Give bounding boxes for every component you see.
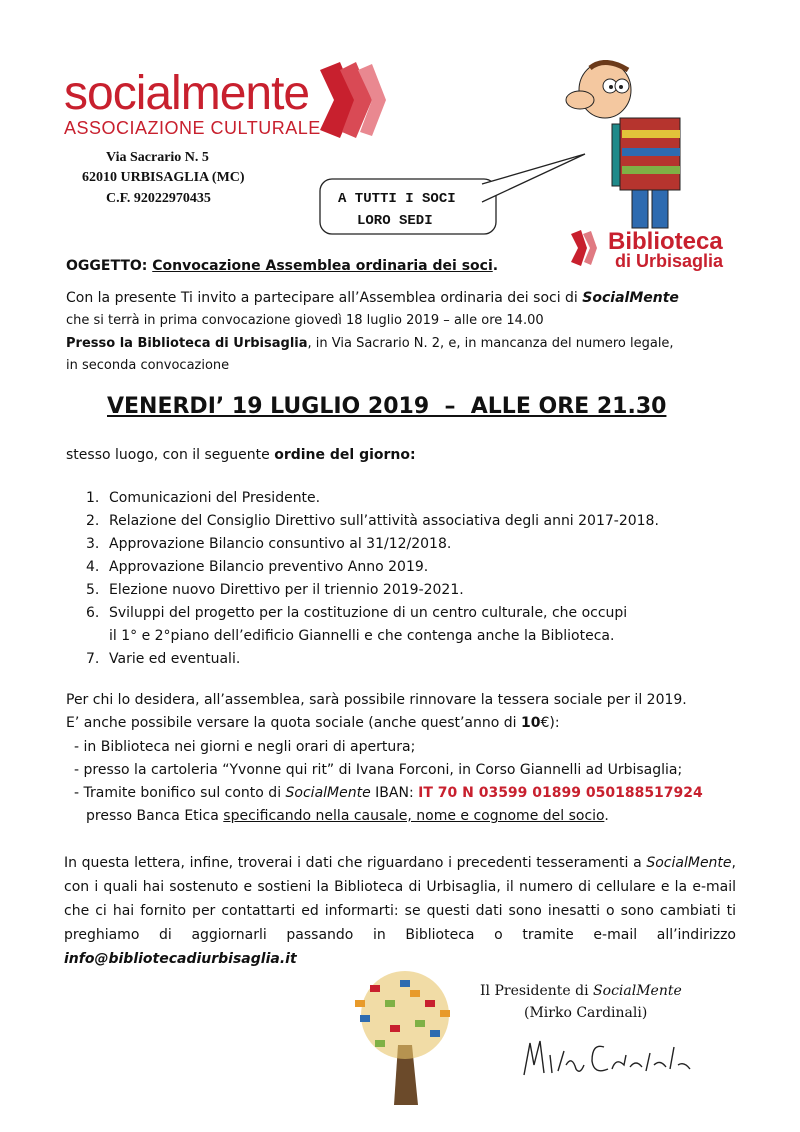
book-tree-illustration [330, 965, 480, 1110]
association-name: SocialMente [285, 785, 371, 801]
bubble-line-2: LORO SEDI [357, 213, 433, 229]
renewal-option-2: - presso la cartoleria “Yvonne qui rit” di Ivana Forconi, in Corso Giannelli ad Urbisaglia; [74, 762, 683, 778]
intro-line-1 [66, 290, 679, 306]
iban-value: IT 70 N 03599 01899 050188517924 [418, 785, 703, 801]
renewal-fee-text: E’ anche possibile versare la quota sociale (anche quest’anno di [66, 715, 521, 731]
handwritten-signature [520, 1035, 700, 1080]
closing-text-a: In questa lettera, infine, troverai i dati che riguardano i precedenti tesseramenti a [64, 855, 647, 871]
logo-word-b: mente [180, 67, 310, 120]
library-books-icon [569, 228, 599, 268]
list-text: Comunicazioni del Presidente. [109, 490, 321, 506]
list-number: 4. [86, 559, 100, 575]
intro-venue: Presso la Biblioteca di Urbisaglia [66, 336, 308, 351]
list-number: 5. [86, 582, 100, 598]
list-text: Approvazione Bilancio consuntivo al 31/12/2018. [109, 536, 452, 552]
cartoon-man-with-books [560, 60, 710, 230]
list-text-continued: il 1° e 2°piano dell’edificio Giannelli e che contenga anche la Biblioteca. [109, 628, 615, 644]
list-text: Elezione nuovo Direttivo per il triennio 2019-2021. [109, 582, 464, 598]
books-logo-icon [318, 60, 388, 140]
list-text: Sviluppi del progetto per la costituzione di un centro culturale, che occupi [109, 605, 628, 621]
intro-text: Con la presente Ti invito a partecipare all’Assemblea ordinaria dei soci di [66, 290, 583, 306]
logo-wordmark [64, 67, 310, 120]
renewal-line-1: Per chi lo desidera, all’assemblea, sarà possibile rinnovare la tessera sociale per il 2019. [66, 692, 687, 708]
agenda-intro-text: stesso luogo, con il seguente [66, 447, 275, 463]
list-number: 7. [86, 651, 100, 667]
subject-text: Convocazione Assemblea ordinaria dei soci [152, 258, 493, 274]
renewal-bank-line [86, 808, 609, 824]
list-number: 6. [86, 605, 100, 621]
president-name: (Mirko Cardinali) [524, 1005, 648, 1021]
renewal-option-3 [74, 785, 703, 801]
agenda-intro [66, 447, 416, 463]
association-name: SocialMente [582, 290, 679, 306]
list-text: Varie ed eventuali. [109, 651, 241, 667]
intro-line-3 [66, 336, 674, 351]
subject-label: OGGETTO: [66, 258, 148, 274]
subject-line [66, 258, 498, 274]
iban-label: IBAN: [370, 785, 419, 801]
renewal-fee-amount: 10 [521, 715, 541, 731]
president-label: Il Presidente di [480, 983, 594, 999]
address-city: 62010 URBISAGLIA (MC) [82, 170, 245, 185]
renewal-fee-end: €): [540, 715, 560, 731]
list-number: 1. [86, 490, 100, 506]
logo-subtitle: ASSOCIAZIONE CULTURALE [64, 118, 321, 138]
bank-note: specificando nella causale, nome e cognome del socio [223, 808, 605, 824]
bank-note-end: . [604, 808, 609, 824]
logo-word-a: social [64, 67, 181, 120]
contact-email[interactable]: info@bibliotecadiurbisaglia.it [64, 951, 297, 967]
list-number: 3. [86, 536, 100, 552]
association-name: SocialMente [646, 855, 732, 871]
list-number: 2. [86, 513, 100, 529]
library-logo-subtitle: di Urbisaglia [615, 251, 724, 271]
intro-line-4: in seconda convocazione [66, 358, 230, 373]
president-title [480, 983, 682, 999]
address-street: Via Sacrario N. 5 [106, 150, 209, 165]
list-text: Approvazione Bilancio preventivo Anno 2019. [109, 559, 429, 575]
library-logo-title: Biblioteca [608, 228, 723, 255]
agenda-intro-bold: ordine del giorno: [274, 447, 416, 463]
association-name: SocialMente [593, 983, 682, 999]
intro-venue-rest: , in Via Sacrario N. 2, e, in mancanza del numero legale, [307, 336, 674, 351]
subject-end: . [492, 258, 499, 274]
renewal-option-1: - in Biblioteca nei giorni e negli orari di apertura; [74, 739, 416, 755]
address-tax-code: C.F. 92022970435 [106, 191, 211, 206]
list-text: Relazione del Consiglio Direttivo sull’attività associativa degli anni 2017-2018. [109, 513, 659, 529]
meeting-date-heading: VENERDI’ 19 LUGLIO 2019 – ALLE ORE 21.30 [107, 394, 667, 419]
intro-line-2: che si terrà in prima convocazione giovedì 18 luglio 2019 – alle ore 14.00 [66, 313, 544, 328]
closing-paragraph [64, 851, 736, 971]
closing-text-c: , con i quali hai sostenuto e sostieni la Biblioteca di Urbisaglia, il numero di cellulare e la e-mail che ci hai fornito per contattarti ed informarti: se questi dati sono inesatti o sono cambiati ti preghiamo di aggiornarli passando in Biblioteca o tramite e-mail all’indirizzo [64, 855, 736, 943]
bank-name: presso Banca Etica [86, 808, 224, 824]
bubble-line-1: A TUTTI I SOCI [338, 191, 456, 207]
renewal-bank-text: - Tramite bonifico sul conto di [74, 785, 286, 801]
renewal-line-2 [66, 715, 560, 731]
